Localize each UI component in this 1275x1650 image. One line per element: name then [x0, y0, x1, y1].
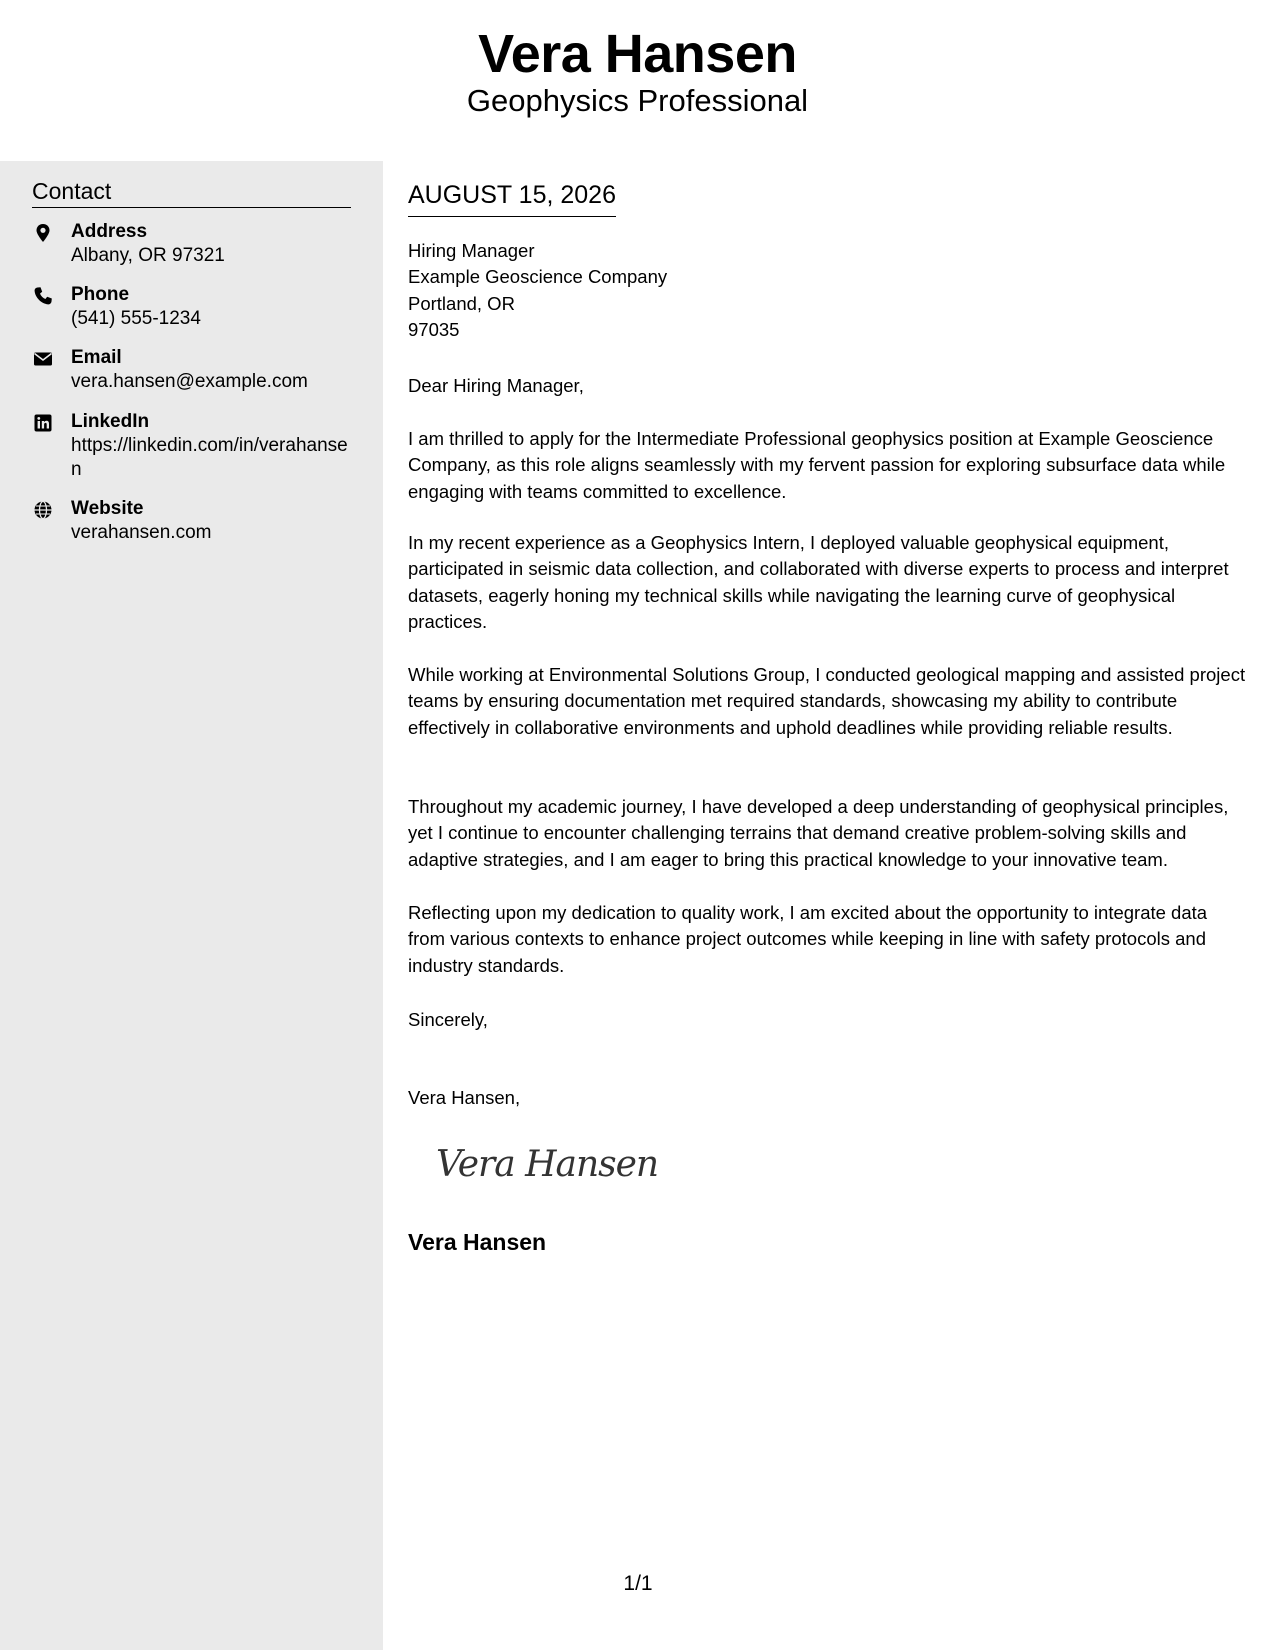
contact-value: Albany, OR 97321	[71, 245, 225, 266]
applicant-name: Vera Hansen	[478, 24, 797, 84]
closing-name: Vera Hansen,	[408, 1087, 521, 1108]
globe-icon	[32, 499, 54, 521]
handwritten-signature: Vera Hansen	[436, 1144, 659, 1185]
letter-paragraph: I am thrilled to apply for the Intermediate Professional geophysics position at Example Geoscience Company, as this role aligns seamlessly with my fervent passion for exploring subsurface data while engaging with teams committed to excellence.	[408, 428, 1226, 502]
contact-value: (541) 555-1234	[71, 308, 201, 329]
resume-header	[0, 0, 1275, 160]
contact-label: Address	[71, 221, 148, 242]
contact-label: LinkedIn	[71, 411, 150, 432]
contact-value: verahansen.com	[71, 522, 212, 543]
map-pin-icon	[32, 222, 54, 244]
contact-label: Website	[71, 498, 144, 519]
recipient-line: 97035	[408, 318, 460, 340]
page-number: 1/1	[623, 1572, 653, 1595]
applicant-title: Geophysics Professional	[466, 83, 809, 118]
letter-paragraph: Reflecting upon my dedication to quality work, I am excited about the opportunity to integrate data from various contexts to enhance project outcomes while keeping in line with safety protocols and industry standards.	[408, 902, 1208, 976]
letter-paragraph: Throughout my academic journey, I have developed a deep understanding of geophysical principles, yet I continue to encounter challenging terrains that demand creative problem-solving skills and adaptive strategies, and I am eager to bring this practical knowledge to your innovative team.	[408, 796, 1229, 870]
contact-label: Email	[71, 347, 122, 368]
recipient-line: Portland, OR	[408, 292, 515, 314]
letter-paragraph: While working at Environmental Solutions Group, I conducted geological mapping and assisted project teams by ensuring documentation met required standards, showcasing my ability to contribute effectively in collaborative environments and uphold deadlines while providing reliable results.	[408, 664, 1246, 738]
letter-date: AUGUST 15, 2026	[408, 180, 616, 217]
linkedin-icon	[32, 412, 54, 434]
salutation: Dear Hiring Manager,	[408, 375, 584, 396]
recipient-line: Example Geoscience Company	[408, 266, 668, 288]
phone-icon	[32, 285, 54, 307]
letter-paragraph: In my recent experience as a Geophysics Intern, I deployed valuable geophysical equipment, participated in seismic data collection, and collaborated with diverse experts to process and interpret datasets, eagerly honing my technical skills while navigating the learning curve of geophysical practices.	[408, 532, 1229, 632]
contact-value: https://linkedin.com/in/verahansen	[71, 435, 348, 480]
envelope-icon	[32, 348, 54, 370]
contact-heading: Contact	[32, 177, 351, 208]
contact-label: Phone	[71, 284, 130, 305]
closing: Sincerely,	[408, 1009, 488, 1030]
recipient-block	[408, 238, 667, 343]
signer-name: Vera Hansen	[408, 1229, 547, 1255]
contact-value: vera.hansen@example.com	[71, 371, 308, 392]
recipient-line: Hiring Manager	[408, 240, 535, 261]
